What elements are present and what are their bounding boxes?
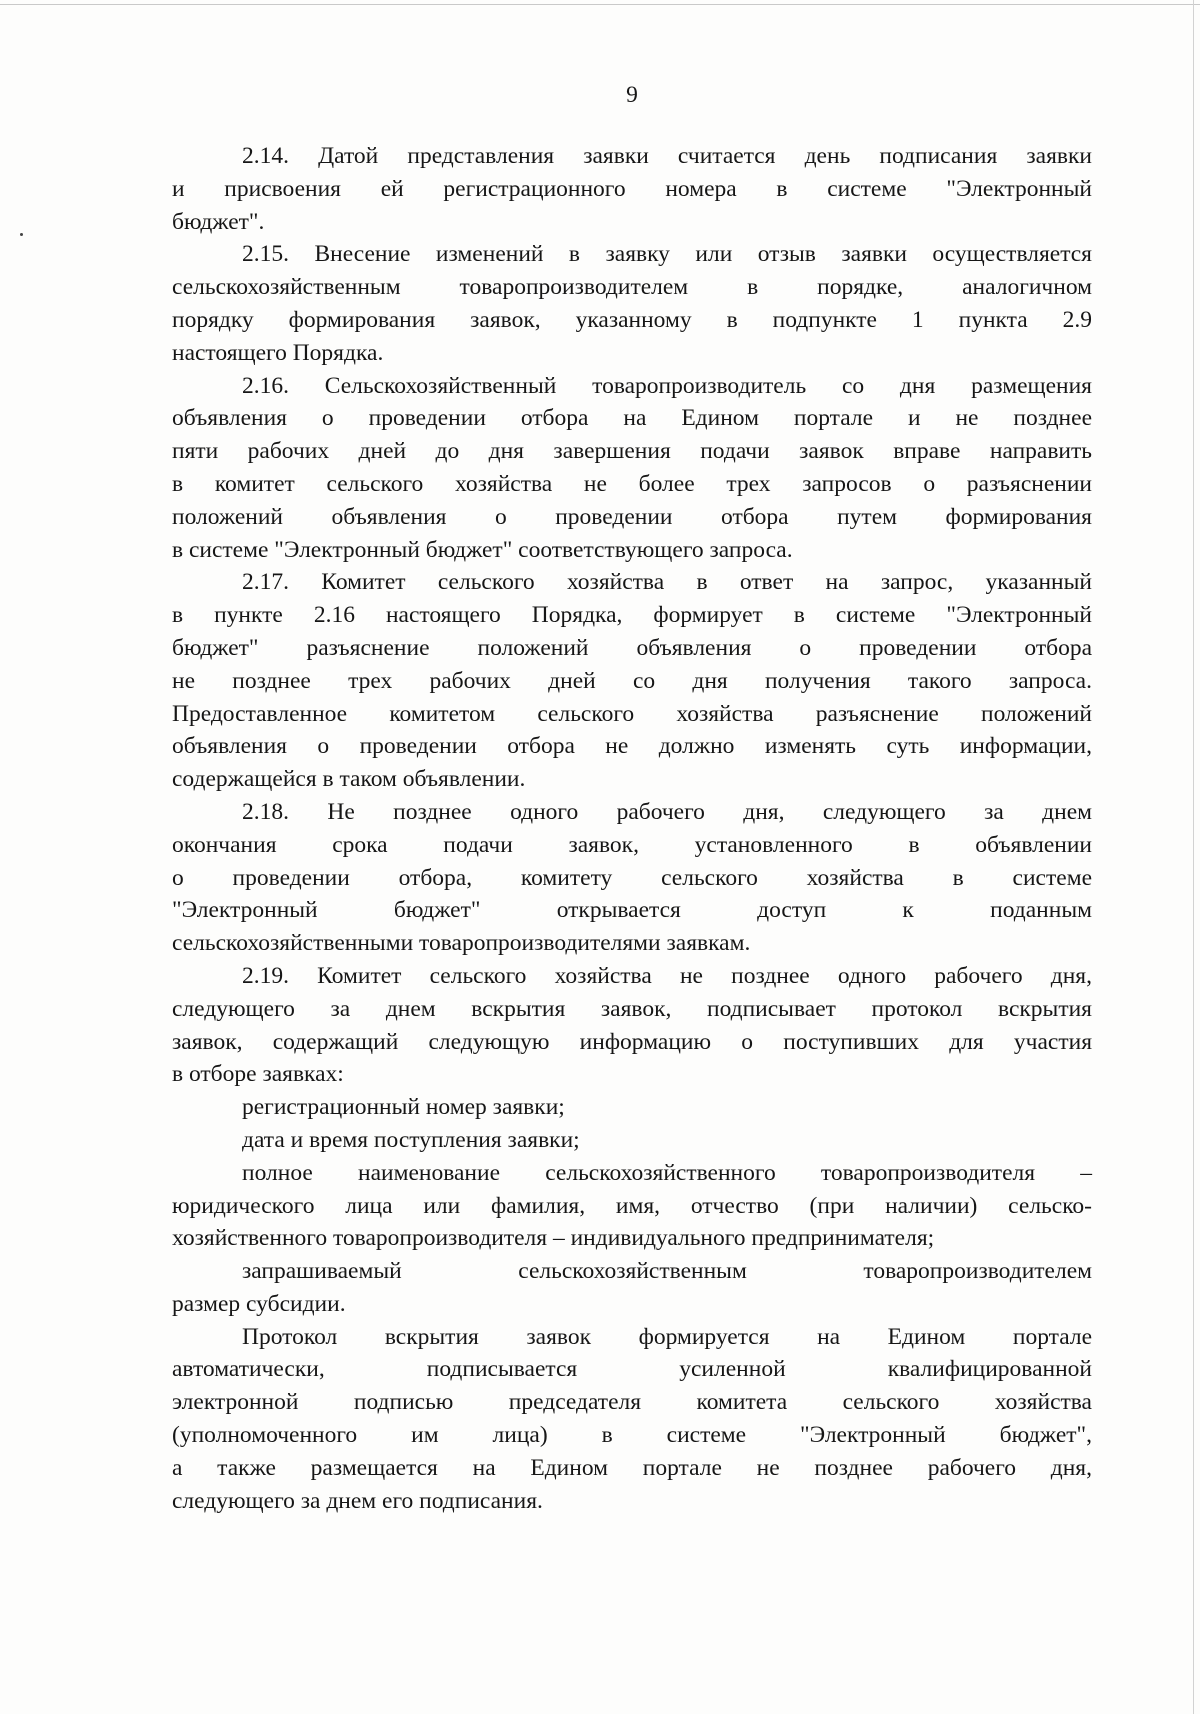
text-line: порядку формирования заявок, указанному в подпункте 1 пункта 2.9: [172, 306, 1092, 333]
text-line: а также размещается на Едином портале не позднее рабочего дня,: [172, 1454, 1092, 1481]
text-line: следующего за днем вскрытия заявок, подписывает протокол вскрытия: [172, 995, 1092, 1022]
paragraph: [172, 140, 1092, 238]
text-line: 2.18. Не позднее одного рабочего дня, следующего за днем: [242, 798, 1092, 825]
paragraph: [172, 370, 1092, 567]
text-line: в отборе заявках:: [172, 1061, 344, 1088]
text-line: сельскохозяйственными товаропроизводителями заявкам.: [172, 930, 751, 957]
text-line: (уполномоченного им лица) в системе "Электронный бюджет",: [172, 1422, 1092, 1449]
text-line: 2.19. Комитет сельского хозяйства не позднее одного рабочего дня,: [242, 962, 1092, 989]
text-line: бюджет".: [172, 208, 265, 235]
text-line: 2.15. Внесение изменений в заявку или отзыв заявки осуществляется: [242, 241, 1092, 268]
list-item: [172, 1091, 1092, 1124]
text-line: юридического лица или фамилия, имя, отчество (при наличии) сельско-: [172, 1192, 1092, 1219]
text-line: окончания срока подачи заявок, установленного в объявлении: [172, 831, 1092, 858]
text-line: 2.16. Сельскохозяйственный товаропроизводитель со дня размещения: [242, 372, 1092, 399]
page-number: 9: [626, 82, 638, 108]
paragraph: [172, 796, 1092, 960]
text-line: размер субсидии.: [172, 1290, 346, 1317]
text-line: в пункте 2.16 настоящего Порядка, формирует в системе "Электронный: [172, 602, 1092, 629]
scan-edge-line: [1193, 0, 1194, 1714]
text-line: полное наименование сельскохозяйственного товаропроизводителя –: [242, 1159, 1092, 1186]
scan-edge-line: [0, 4, 1200, 5]
text-line: 2.17. Комитет сельского хозяйства в ответ на запрос, указанный: [242, 569, 1092, 596]
text-line: не позднее трех рабочих дней со дня получения такого запроса.: [172, 667, 1092, 694]
list-item: [172, 1157, 1092, 1255]
text-line: бюджет" разъяснение положений объявления о проведении отбора: [172, 634, 1092, 661]
text-line: Протокол вскрытия заявок формируется на Едином портале: [242, 1323, 1092, 1350]
text-line: запрашиваемый сельскохозяйственным товаропроизводителем: [242, 1258, 1092, 1285]
paragraph: [172, 1321, 1092, 1518]
paragraph: [172, 960, 1092, 1091]
text-line: Предоставленное комитетом сельского хозяйства разъяснение положений: [172, 700, 1092, 727]
list-item: [172, 1255, 1092, 1321]
paragraph: [172, 238, 1092, 369]
text-line: электронной подписью председателя комитета сельского хозяйства: [172, 1389, 1092, 1416]
text-line: автоматически, подписывается усиленной квалифицированной: [172, 1356, 1092, 1383]
text-line: объявления о проведении отбора не должно изменять суть информации,: [172, 733, 1092, 760]
text-line: 2.14. Датой представления заявки считается день подписания заявки: [242, 143, 1092, 169]
text-line: в системе "Электронный бюджет" соответствующего запроса.: [172, 536, 793, 563]
text-line: положений объявления о проведении отбора путем формирования: [172, 503, 1092, 530]
text-line: содержащейся в таком объявлении.: [172, 766, 526, 793]
text-line: настоящего Порядка.: [172, 339, 384, 366]
text-line: в комитет сельского хозяйства не более трех запросов о разъяснении: [172, 470, 1092, 497]
document-body: [172, 140, 1092, 1517]
text-line: "Электронный бюджет" открывается доступ к поданным: [172, 897, 1092, 924]
text-line: пяти рабочих дней до дня завершения подачи заявок вправе направить: [172, 438, 1092, 465]
text-line: заявок, содержащий следующую информацию о поступивших для участия: [172, 1028, 1092, 1055]
text-line: дата и время поступления заявки;: [242, 1126, 580, 1153]
text-line: хозяйственного товаропроизводителя – индивидуального предпринимателя;: [172, 1225, 935, 1252]
list-item: [172, 1124, 1092, 1157]
text-line: объявления о проведении отбора на Едином портале и не позднее: [172, 405, 1092, 432]
text-line: о проведении отбора, комитету сельского хозяйства в системе: [172, 864, 1092, 891]
text-line: следующего за днем его подписания.: [172, 1487, 543, 1514]
text-line: регистрационный номер заявки;: [242, 1094, 565, 1121]
scan-speck: [20, 233, 23, 236]
text-line: сельскохозяйственным товаропроизводителем в порядке, аналогичном: [172, 274, 1092, 301]
paragraph: [172, 566, 1092, 796]
text-line: и присвоения ей регистрационного номера в системе "Электронный: [172, 175, 1092, 202]
